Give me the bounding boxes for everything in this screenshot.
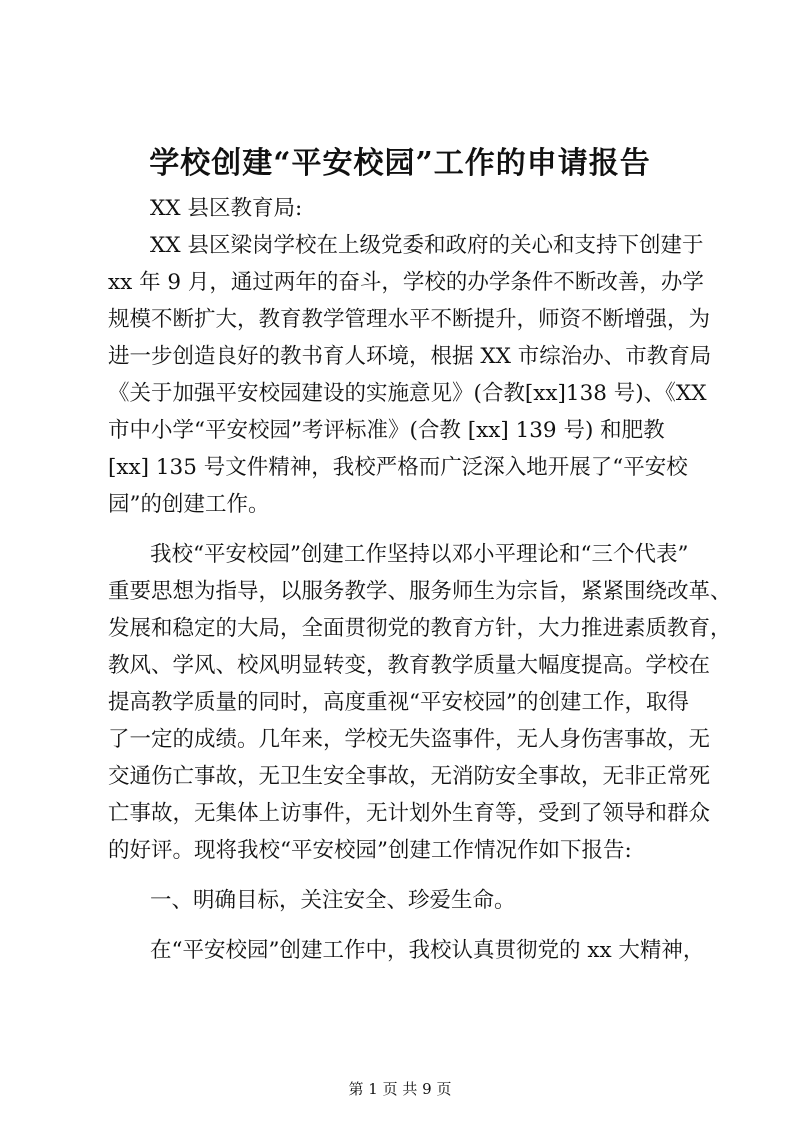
- paragraph-line: 交通伤亡事故，无卫生安全事故，无消防安全事故，无非正常死: [108, 764, 711, 789]
- document-title: 学校创建“平安校园”工作的申请报告: [149, 146, 651, 181]
- paragraph-line: 进一步创造良好的教书育人环境，根据 XX 市综治办、市教育局: [108, 344, 712, 369]
- paragraph-line: 发展和稳定的大局，全面贯彻党的教育方针，大力推进素质教育，: [108, 616, 732, 641]
- paragraph-line: xx 年 9 月，通过两年的奋斗，学校的办学条件不断改善，办学: [108, 270, 704, 295]
- paragraph-line: 园”的创建工作。: [108, 492, 270, 517]
- paragraph-line: 在“平安校园”创建工作中，我校认真贯彻党的 xx 大精神，: [150, 938, 705, 963]
- paragraph-line: 《关于加强平安校园建设的实施意见》(合教[xx]138 号)、《XX: [108, 381, 707, 406]
- paragraph-line: 规模不断扩大，教育教学管理水平不断提升，师资不断增强，为: [108, 307, 711, 332]
- paragraph-line: 重要思想为指导，以服务教学、服务师生为宗旨，紧紧围绕改革、: [108, 579, 732, 604]
- paragraph-line: 提高教学质量的同时，高度重视“平安校园”的创建工作，取得: [108, 690, 689, 715]
- section-heading: 一、明确目标，关注安全、珍爱生命。: [150, 888, 516, 913]
- paragraph-line: 教风、学风、校风明显转变，教育教学质量大幅度提高。学校在: [108, 653, 711, 678]
- paragraph-line: 亡事故，无集体上访事件，无计划外生育等，受到了领导和群众: [108, 801, 711, 826]
- paragraph-line: XX 县区梁岗学校在上级党委和政府的关心和支持下创建于: [150, 233, 704, 258]
- paragraph-line: 了一定的成绩。几年来，学校无失盗事件，无人身伤害事故，无: [108, 727, 711, 752]
- paragraph-line: 市中小学“平安校园”考评标准》(合教 [xx] 139 号) 和肥教: [108, 418, 665, 443]
- paragraph-line: [xx] 135 号文件精神，我校严格而广泛深入地开展了“平安校: [108, 455, 688, 480]
- paragraph-line: 我校“平安校园”创建工作坚持以邓小平理论和“三个代表”: [150, 542, 689, 567]
- paragraph-line: 的好评。现将我校“平安校园”创建工作情况作如下报告:: [108, 838, 632, 863]
- salutation: XX 县区教育局:: [150, 196, 303, 221]
- page-footer: 第 1 页 共 9 页: [348, 1080, 452, 1098]
